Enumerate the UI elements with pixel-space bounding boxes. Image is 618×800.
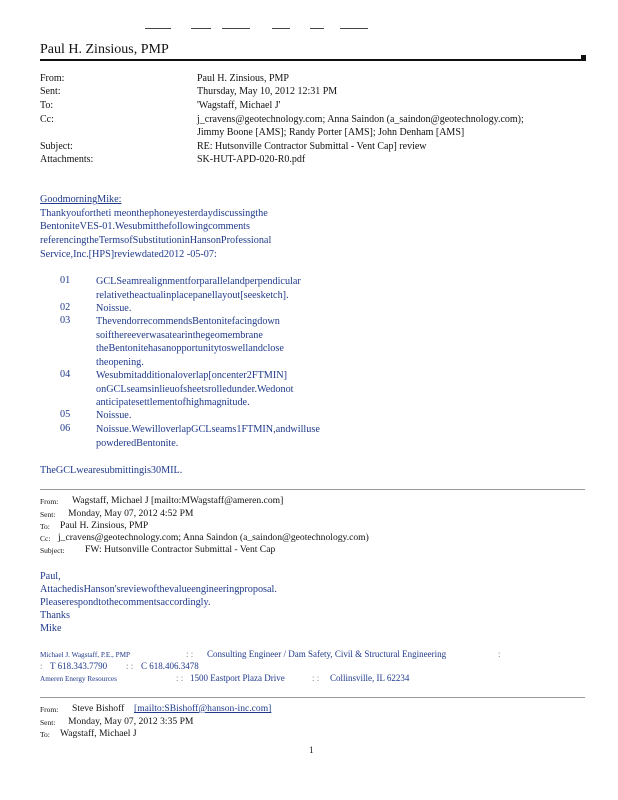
sent-label: Sent: (40, 718, 56, 727)
to-label: To: (40, 730, 50, 739)
sent-label: Sent: (40, 86, 61, 97)
closing-line: TheGCLwearesubmittingis30MIL. (40, 465, 183, 476)
signature-company: Ameren Energy Resources (40, 675, 117, 683)
intro-line: Service,Inc.[HPS]reviewdated2012 -05-07: (40, 249, 217, 260)
cc-label: Cc: (40, 534, 51, 543)
item-text: Noissue.WewilloverlapGCLseams1FTMIN,andwilluse powderedBentonite. (96, 424, 320, 449)
signature-phone[interactable]: T 618.343.7790 (50, 661, 108, 671)
item-text: Wesubmitadditionaloverlap[oncenter2FTMIN] onGCLseamsinlieuofsheetsrolledunder.Wedonot anticipatesettlementofhighmagnitude. (96, 370, 294, 409)
scan-artifact (340, 28, 368, 29)
item-number: 06 (60, 423, 71, 434)
from-label: From: (40, 497, 59, 506)
item-number: 01 (60, 275, 71, 286)
page-title: Paul H. Zinsious, PMP (40, 42, 169, 57)
from-label: From: (40, 705, 59, 714)
item-number: 04 (60, 369, 71, 380)
subject-label: Subject: (40, 546, 65, 555)
body-line: Thanks (40, 610, 70, 621)
signature-title: Consulting Engineer / Dam Safety, Civil & Structural Engineering (207, 649, 447, 659)
sent-value: Thursday, May 10, 2012 12:31 PM (197, 86, 338, 97)
subject-value: RE: Hutsonville Contractor Submittal - Vent Cap] review (197, 141, 427, 152)
from-value: Wagstaff, Michael J [mailto:MWagstaff@ameren.com] (72, 495, 284, 506)
scan-artifact (145, 28, 171, 29)
scan-artifact (272, 28, 290, 29)
header-rule-end (581, 55, 586, 61)
item-text: ThevendorrecommendsBentonitefacingdown soifthereeverwasatearinthegeomembrane theBentonitehasanopportunitytoswellandclose theopening. (96, 316, 284, 368)
to-label: To: (40, 522, 50, 531)
scan-artifact (222, 28, 250, 29)
scan-artifact (310, 28, 324, 29)
item-number: 02 (60, 302, 71, 313)
intro-line: Thankyoufortheti meonthephoneyesterdaydiscussingthe (40, 208, 268, 219)
attachments-label: Attachments: (40, 154, 94, 165)
signature-city: Collinsville, IL 62234 (330, 673, 410, 683)
email-divider (40, 697, 585, 698)
page-number: 1 (309, 745, 314, 755)
item-text: Noissue. (96, 410, 132, 421)
greeting: GoodmorningMike: (40, 194, 122, 205)
intro-line: BentoniteVES-01.Wesubmitthefollowingcomments (40, 221, 250, 232)
email-divider (40, 489, 585, 490)
subject-value: FW: Hutsonville Contractor Submittal - Vent Cap (85, 544, 276, 555)
sent-label: Sent: (40, 510, 56, 519)
to-value: 'Wagstaff, Michael J' (197, 100, 281, 111)
from-value: Paul H. Zinsious, PMP (197, 73, 289, 84)
item-number: 03 (60, 315, 71, 326)
cc-value: j_cravens@geotechnology.com; Anna Saindon (a_saindon@geotechnology.com) (58, 532, 369, 543)
to-label: To: (40, 100, 54, 111)
subject-label: Subject: (40, 141, 73, 152)
attachment-link[interactable]: SK-HUT-APD-020-R0.pdf (197, 154, 306, 165)
to-value: Paul H. Zinsious, PMP (60, 520, 149, 531)
signature-name: Michael J. Wagstaff, P.E., PMP (40, 651, 130, 659)
signature-separator: : : (186, 649, 194, 659)
item-text: Noissue. (96, 303, 132, 314)
body-line: Pleaserespondtothecommentsaccordingly. (40, 597, 211, 608)
signature-separator: : : (176, 673, 184, 683)
body-line: Mike (40, 623, 62, 634)
sent-value: Monday, May 07, 2012 3:35 PM (68, 716, 194, 727)
signature-cell[interactable]: C 618.406.3478 (141, 661, 199, 671)
cc-label: Cc: (40, 114, 54, 125)
to-value: Wagstaff, Michael J (60, 728, 137, 739)
item-text: GCLSeamrealignmentforparallelandperpendicular relativetheactualinplacepanellayout[seesketch]. (96, 276, 301, 301)
signature-separator: : : (312, 673, 320, 683)
signature-separator: : (498, 649, 501, 659)
from-label: From: (40, 73, 65, 84)
signature-separator: : (40, 661, 43, 671)
intro-line: referencingtheTermsofSubstitutioninHansonProfessional (40, 235, 272, 246)
item-number: 05 (60, 409, 71, 420)
cc-value: j_cravens@geotechnology.com; Anna Saindon (a_saindon@geotechnology.com); (197, 114, 524, 125)
signature-separator: : : (126, 661, 134, 671)
body-line: Paul, (40, 571, 61, 582)
cc-value-continued: Jimmy Boone [AMS]; Randy Porter [AMS]; John Denham [AMS] (197, 127, 465, 138)
signature-address: 1500 Eastport Plaza Drive (190, 673, 285, 683)
from-value: Steve Bishoff (72, 703, 125, 714)
mailto-link[interactable]: [mailto:SBishoff@hanson-inc.com] (134, 703, 272, 714)
header-rule (40, 59, 585, 61)
body-line: AttachedisHanson'sreviewofthevalueengineeringproposal. (40, 584, 277, 595)
sent-value: Monday, May 07, 2012 4:52 PM (68, 508, 194, 519)
scan-artifact (191, 28, 211, 29)
